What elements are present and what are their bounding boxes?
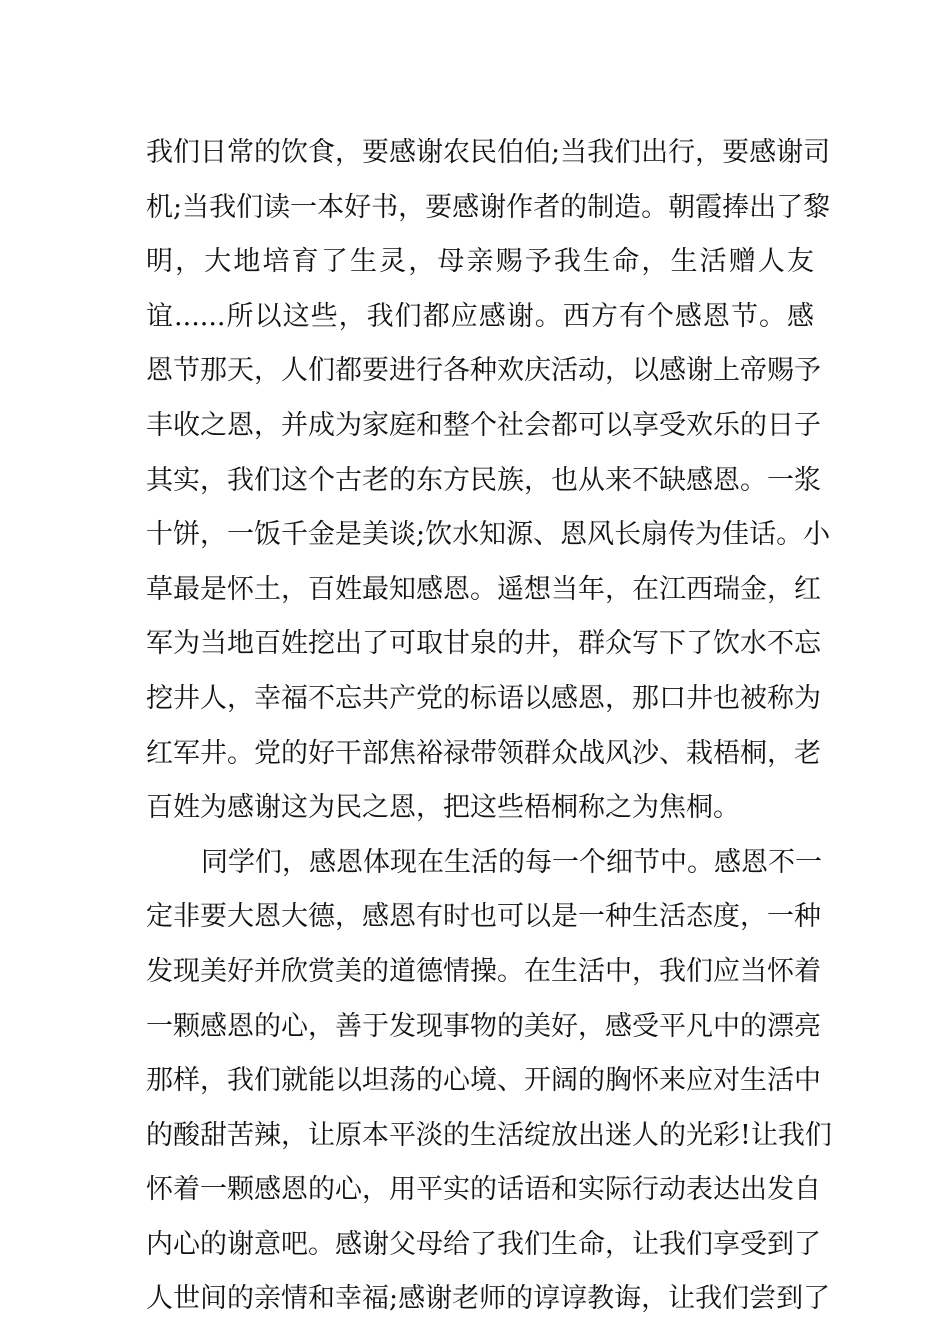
- text-line: 百姓为感谢这为民之恩，把这些梧桐称之为焦桐。: [146, 792, 740, 824]
- text-line: 军为当地百姓挖出了可取甘泉的井，群众写下了饮水不忘: [146, 628, 821, 660]
- text-line: 丰收之恩，并成为家庭和整个社会都可以享受欢乐的日子: [146, 409, 821, 441]
- text-line: 草最是怀土，百姓最知感恩。遥想当年，在江西瑞金，红: [146, 573, 821, 605]
- paragraph-1: [146, 133, 831, 843]
- text-line: 人世间的亲情和幸福;感谢老师的谆谆教诲，让我们尝到了: [146, 1283, 831, 1315]
- text-line: 那样，我们就能以坦荡的心境、开阔的胸怀来应对生活中: [146, 1065, 821, 1097]
- text-line: 机;当我们读一本好书，要感谢作者的制造。朝霞捧出了黎: [146, 191, 831, 223]
- paragraph-2: [146, 843, 832, 1334]
- text-line: 怀着一颗感恩的心，用平实的话语和实际行动表达出发自: [146, 1174, 821, 1206]
- text-line: 的酸甜苦辣，让原本平淡的生活绽放出迷人的光彩!让我们: [146, 1119, 832, 1151]
- text-line: 其实，我们这个古老的东方民族，也从来不缺感恩。一浆: [146, 464, 821, 496]
- document-body: [146, 133, 832, 1334]
- text-line: 十饼，一饭千金是美谈;饮水知源、恩风长扇传为佳话。小: [146, 519, 831, 551]
- text-line: 同学们，感恩体现在生活的每一个细节中。感恩不一: [201, 846, 822, 878]
- text-line: 恩节那天，人们都要进行各种欢庆活动，以感谢上帝赐予: [146, 355, 821, 387]
- text-line: 明，大地培育了生灵，母亲赐予我生命，生活赠人友: [146, 246, 814, 278]
- text-line: 发现美好并欣赏美的道德情操。在生活中，我们应当怀着: [146, 955, 821, 987]
- text-line: 谊......所以这些，我们都应感谢。西方有个感恩节。感: [146, 300, 814, 332]
- text-line: 挖井人，幸福不忘共产党的标语以感恩，那口井也被称为: [146, 682, 821, 714]
- text-line: 我们日常的饮食，要感谢农民伯伯;当我们出行，要感谢司: [146, 137, 831, 168]
- text-line: 定非要大恩大德，感恩有时也可以是一种生活态度，一种: [146, 901, 821, 933]
- text-line: 红军井。党的好干部焦裕禄带领群众战风沙、栽梧桐，老: [146, 737, 821, 769]
- text-line: 内心的谢意吧。感谢父母给了我们生命，让我们享受到了: [146, 1228, 821, 1260]
- text-line: 一颗感恩的心，善于发现事物的美好，感受平凡中的漂亮: [146, 1010, 821, 1042]
